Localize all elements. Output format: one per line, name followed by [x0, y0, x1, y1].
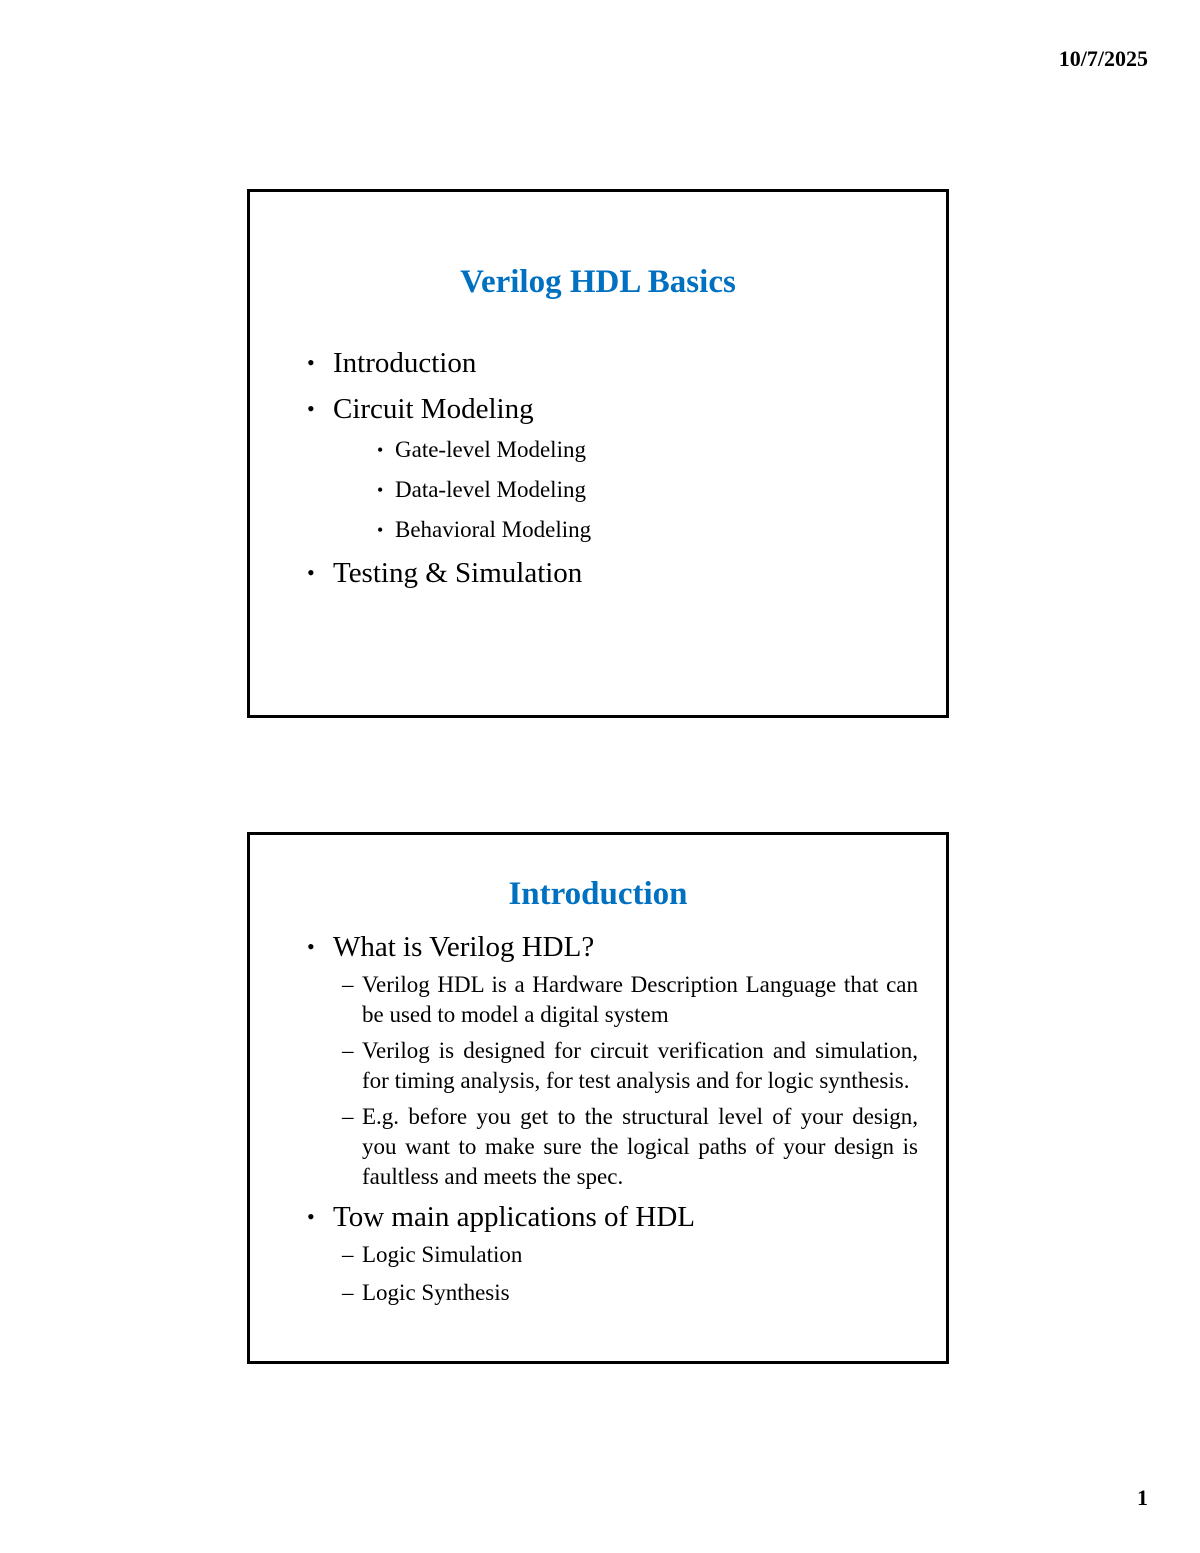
- page-number: 1: [1137, 1485, 1148, 1510]
- sub-list-item-text: Behavioral Modeling: [395, 517, 592, 542]
- list-item: [305, 346, 906, 380]
- sub-list-item: [305, 476, 906, 504]
- bullet-icon: •: [307, 350, 315, 375]
- bullet-icon: •: [307, 560, 315, 585]
- list-item-text: Tow main applications of HDL: [333, 1201, 696, 1233]
- list-item-text: What is Verilog HDL?: [333, 931, 595, 963]
- list-item: [305, 392, 906, 426]
- sub-list-item-text: Data-level Modeling: [395, 477, 586, 502]
- list-item: [305, 930, 918, 964]
- dash-icon: –: [342, 1280, 354, 1305]
- list-item: [305, 1200, 918, 1234]
- slide-verilog-hdl-basics: [247, 189, 949, 718]
- page-date: 10/7/2025: [1058, 46, 1148, 71]
- slide-title: Introduction: [508, 876, 688, 912]
- bullet-icon: •: [377, 440, 384, 460]
- sub-list-item-text: Gate-level Modeling: [395, 437, 586, 462]
- bullet-icon: •: [377, 480, 384, 500]
- dash-icon: –: [342, 1038, 354, 1063]
- slide-introduction: [247, 832, 949, 1364]
- slide-title: Verilog HDL Basics: [460, 264, 736, 300]
- sub-list-item-text: Verilog is designed for circuit verification and simulation, for timing analysis, for test analysis and for logic synthesis.: [362, 1038, 918, 1093]
- dash-icon: –: [342, 1242, 354, 1267]
- sub-list-item: [305, 436, 906, 464]
- list-item-text: Testing & Simulation: [333, 557, 583, 589]
- sub-list-item: [305, 1278, 918, 1308]
- slide-bullet-list: [305, 346, 906, 590]
- sub-list-item: [305, 1240, 918, 1270]
- bullet-icon: •: [377, 520, 384, 540]
- sub-list-item: [305, 1036, 918, 1096]
- slide-bullet-list: [305, 930, 918, 1308]
- list-item-text: Introduction: [333, 347, 477, 379]
- sub-list-item-text: Logic Synthesis: [362, 1280, 510, 1305]
- sub-list-item-text: E.g. before you get to the structural level of your design, you want to make sure the logical paths of your design is faultless and meets the spec.: [362, 1104, 918, 1189]
- dash-icon: –: [342, 1104, 354, 1129]
- bullet-icon: •: [307, 396, 315, 421]
- bullet-icon: •: [307, 934, 315, 959]
- sub-list-item: [305, 516, 906, 544]
- dash-icon: –: [342, 972, 354, 997]
- sub-list-item: [305, 1102, 918, 1192]
- sub-list-item-text: Logic Simulation: [362, 1242, 523, 1267]
- sub-list-item: [305, 970, 918, 1030]
- list-item-text: Circuit Modeling: [333, 393, 534, 425]
- sub-list-item-text: Verilog HDL is a Hardware Description Language that can be used to model a digital system: [362, 972, 918, 1027]
- list-item: [305, 556, 906, 590]
- bullet-icon: •: [307, 1204, 315, 1229]
